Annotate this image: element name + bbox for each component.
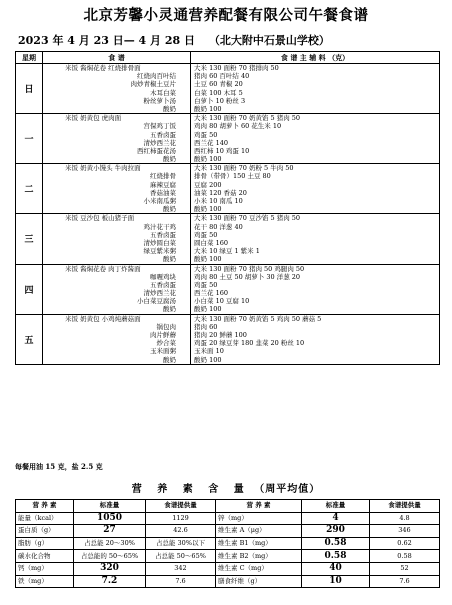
date-range: 2023 年 4 月 23 日— 4 月 28 日: [18, 34, 196, 47]
supply-value: 0.62: [370, 537, 440, 550]
ingredients-cell: [191, 114, 440, 164]
date-line: [18, 32, 340, 48]
header-standard-right: 标准量: [302, 500, 370, 513]
nutrient-name: 维生素 C（mg）: [216, 562, 302, 575]
ingredient-item: 鸡肉 80 土豆 50 胡萝卜 30 洋葱 20: [194, 272, 301, 281]
dish-item: 米饭 酱焖花卷 红烧排骨面: [65, 64, 141, 72]
nutrition-row: [16, 562, 440, 575]
ingredient-item: 大米 130 面粉 70 奶黄馅 5 鸡肉 50 蘑菇 5: [194, 314, 322, 323]
nutrient-name: 膳食纤维（g）: [216, 575, 302, 588]
header-ingredients: 食 谱 主 辅 料 （克）: [191, 52, 440, 64]
nutrient-name: 碳水化合物: [16, 550, 74, 563]
menu-day-row: [16, 214, 440, 264]
supply-value: 1129: [146, 512, 216, 525]
ingredient-item: 油菜 120 香菇 20: [194, 188, 247, 197]
dish-item: 五香卤蛋: [150, 130, 176, 139]
menu-table: [15, 51, 440, 365]
dish-item: 米饭 酱焖花卷 肉丁炸酱面: [65, 264, 141, 273]
ingredient-item: 鸡蛋 50: [194, 230, 218, 239]
ingredient-item: 排骨（带骨）150 土豆 80: [194, 172, 271, 181]
nutrition-title-main: 营 养 素 含 量: [131, 484, 250, 495]
dish-item: 绿豆紫米粥: [143, 247, 176, 256]
supply-value: 7.6: [146, 575, 216, 588]
nutrient-name: 脂肪（g）: [16, 537, 74, 550]
ingredient-item: 大米 130 面粉 70 奶粉 5 牛肉 50: [194, 164, 294, 173]
ingredients-cell: [191, 64, 440, 114]
dish-item: 五香卤蛋: [150, 280, 176, 289]
dish-cell: [43, 164, 191, 214]
nutrition-table: [15, 499, 440, 588]
header-nutrient-right: 营 养 素: [216, 500, 302, 513]
dish-item: 小米南瓜粥: [143, 197, 176, 205]
nutrient-name: 铁（mg）: [16, 575, 74, 588]
standard-value: 1050: [74, 512, 146, 525]
supply-value: 4.8: [370, 512, 440, 525]
ingredients-cell: [191, 164, 440, 214]
ingredient-item: 酸奶 100: [194, 155, 222, 164]
dish-cell: [43, 214, 191, 264]
dish-item: 酸奶: [163, 205, 176, 214]
day-label: 日: [16, 64, 43, 114]
standard-value: 占总能 20～30%: [74, 537, 146, 550]
header-supply-right: 食谱提供量: [370, 500, 440, 513]
dish-item: 肉炒青椒土豆片: [130, 80, 176, 89]
dish-item: 米饭 奶黄包 小鸡炖蘑菇面: [65, 314, 141, 323]
standard-value: 290: [302, 525, 370, 538]
dish-item: 清炒圆白菜: [143, 238, 176, 247]
standard-value: 40: [302, 562, 370, 575]
dish-item: 麻辣豆腐: [150, 180, 176, 189]
standard-value: 27: [74, 525, 146, 538]
ingredient-item: 大米 130 面粉 70 猪肉 50 鸡腿肉 50: [194, 264, 305, 273]
ingredient-item: 花干 80 洋葱 40: [194, 222, 243, 231]
dish-item: 米饭 奶黄小馒头 牛肉拉面: [65, 164, 141, 173]
dish-item: 红烧排骨: [150, 172, 176, 181]
ingredient-item: 圆白菜 160: [194, 238, 228, 247]
ingredient-item: 小白菜 10 豆腐 10: [194, 297, 250, 306]
nutrition-title-sub: （周平均值）: [254, 484, 321, 495]
supply-value: 42.6: [146, 525, 216, 538]
nutrient-name: 钙（mg）: [16, 562, 74, 575]
dish-item: 红烧肉百叶结: [137, 72, 176, 81]
nutrition-row: [16, 537, 440, 550]
header-standard-left: 标准量: [74, 500, 146, 513]
menu-day-row: [16, 164, 440, 214]
dish-item: 玉米面粥: [150, 347, 176, 356]
dish-item: 五香卤蛋: [150, 230, 176, 239]
dish-item: 酸奶: [163, 255, 176, 264]
dish-item: 木耳白菜: [150, 88, 176, 97]
standard-value: 7.2: [74, 575, 146, 588]
supply-value: 346: [370, 525, 440, 538]
day-label: 四: [16, 264, 43, 314]
ingredients-cell: [191, 314, 440, 364]
menu-day-row: [16, 114, 440, 164]
dish-item: 酸奶: [163, 305, 176, 314]
menu-day-row: [16, 314, 440, 364]
header-supply-left: 食谱提供量: [146, 500, 216, 513]
nutrition-row: [16, 575, 440, 588]
dish-cell: [43, 264, 191, 314]
nutrition-body: [16, 512, 440, 588]
header-nutrient-left: 营 养 素: [16, 500, 74, 513]
standard-value: 320: [74, 562, 146, 575]
ingredients-cell: [191, 264, 440, 314]
dish-cell: [43, 114, 191, 164]
ingredient-item: 白萝卜 10 粉丝 3: [194, 96, 246, 105]
menu-body: [16, 64, 440, 365]
standard-value: 0.58: [302, 550, 370, 563]
ingredient-item: 豆腐 200: [194, 180, 222, 189]
nutrient-name: 锌（mg）: [216, 512, 302, 525]
nutrition-row: [16, 512, 440, 525]
ingredient-item: 大米 130 面粉 70 猪排肉 50: [194, 64, 279, 72]
dish-item: 宫保鸡丁饭: [143, 122, 176, 131]
ingredient-item: 鸡蛋 50: [194, 280, 218, 289]
ingredient-item: 白菜 100 木耳 5: [194, 88, 243, 97]
ingredient-item: 酸奶 100: [194, 255, 222, 264]
ingredients-cell: [191, 214, 440, 264]
supply-value: 52: [370, 562, 440, 575]
dish-item: 香菇油菜: [150, 188, 176, 197]
nutrition-row: [16, 550, 440, 563]
standard-value: 占总能的 50～65%: [74, 550, 146, 563]
ingredient-item: 猪肉 20 鲜蘑 100: [194, 331, 247, 339]
supply-value: 占总能 30%以下: [146, 537, 216, 550]
supply-value: 0.58: [370, 550, 440, 563]
nutrient-name: 蛋白质（g）: [16, 525, 74, 538]
ingredient-item: 大米 10 绿豆 1 紫米 1: [194, 247, 260, 256]
ingredient-item: 酸奶 100: [194, 305, 222, 314]
supply-value: 占总能 50～65%: [146, 550, 216, 563]
day-label: 五: [16, 314, 43, 364]
ingredient-item: 大米 130 面粉 70 豆沙馅 5 猪肉 50: [194, 214, 301, 223]
ingredient-item: 鸡蛋 20 绿豆芽 180 韭菜 20 粉丝 10: [194, 339, 305, 348]
ingredient-item: 西兰花 160: [194, 289, 228, 298]
menu-day-row: [16, 264, 440, 314]
day-label: 二: [16, 164, 43, 214]
dish-item: 米饭 奶黄包 虎肉面: [65, 114, 122, 123]
dish-item: 粉丝萝卜汤: [143, 96, 176, 105]
nutrition-title: [0, 480, 452, 495]
ingredient-item: 猪肉 60: [194, 322, 218, 331]
ingredient-item: 土豆 60 青椒 20: [194, 80, 243, 89]
supply-value: 342: [146, 562, 216, 575]
dish-item: 肉片鲜蘑: [150, 331, 176, 339]
supply-value: 7.6: [370, 575, 440, 588]
standard-value: 0.58: [302, 537, 370, 550]
ingredient-item: 大米 130 面粉 70 奶黄馅 5 猪肉 50: [194, 114, 301, 123]
dish-item: 炒合菜: [156, 339, 176, 348]
dish-item: 酸奶: [163, 155, 176, 164]
dish-item: 酸奶: [163, 104, 176, 113]
day-label: 三: [16, 214, 43, 264]
ingredient-item: 酸奶 100: [194, 355, 222, 364]
nutrition-row: [16, 525, 440, 538]
dish-item: 清炒西兰花: [143, 289, 176, 298]
header-day: 星期: [16, 52, 43, 64]
dish-item: 西红柿蛋花汤: [137, 146, 176, 155]
standard-value: 4: [302, 512, 370, 525]
nutrient-name: 维生素 B2（mg）: [216, 550, 302, 563]
ingredient-item: 酸奶 100: [194, 104, 222, 113]
nutrition-header-row: [16, 500, 440, 513]
dish-item: 小白菜豆腐汤: [137, 297, 176, 306]
dish-cell: [43, 314, 191, 364]
ingredient-item: 小米 10 南瓜 10: [194, 197, 243, 205]
dish-cell: [43, 64, 191, 114]
dish-item: 锅包肉: [156, 322, 176, 331]
ingredient-item: 鸡蛋 50: [194, 130, 218, 139]
dish-item: 清炒西兰花: [143, 138, 176, 147]
ingredient-item: 玉米面 10: [194, 347, 224, 356]
menu-header-row: [16, 52, 440, 64]
ingredient-item: 酸奶 100: [194, 205, 222, 214]
standard-value: 10: [302, 575, 370, 588]
day-label: 一: [16, 114, 43, 164]
school-name: （北大附中石景山学校）: [208, 34, 330, 47]
nutrient-name: 维生素 A（μg）: [216, 525, 302, 538]
dish-item: 米饭 豆沙包 板山猪子面: [65, 214, 135, 223]
header-dish: 食 谱: [43, 52, 191, 64]
oil-salt-note: 每餐用油 15 克，盐 2.5 克: [15, 462, 103, 471]
dish-item: 咖喱鸡块: [150, 272, 176, 281]
dish-item: 鸡汁花干鸡: [143, 222, 176, 231]
dish-item: 酸奶: [163, 355, 176, 364]
page-title: 北京芳馨小灵通营养配餐有限公司午餐食谱: [83, 8, 369, 24]
menu-day-row: [16, 64, 440, 114]
ingredient-item: 鸡肉 80 胡萝卜 60 花生米 10: [194, 122, 282, 131]
nutrient-name: 能量（kcal）: [16, 512, 74, 525]
ingredient-item: 西红柿 10 鸡蛋 10: [194, 146, 250, 155]
nutrient-name: 维生素 B1（mg）: [216, 537, 302, 550]
ingredient-item: 西兰花 140: [194, 138, 228, 147]
ingredient-item: 猪肉 60 百叶结 40: [194, 72, 250, 81]
